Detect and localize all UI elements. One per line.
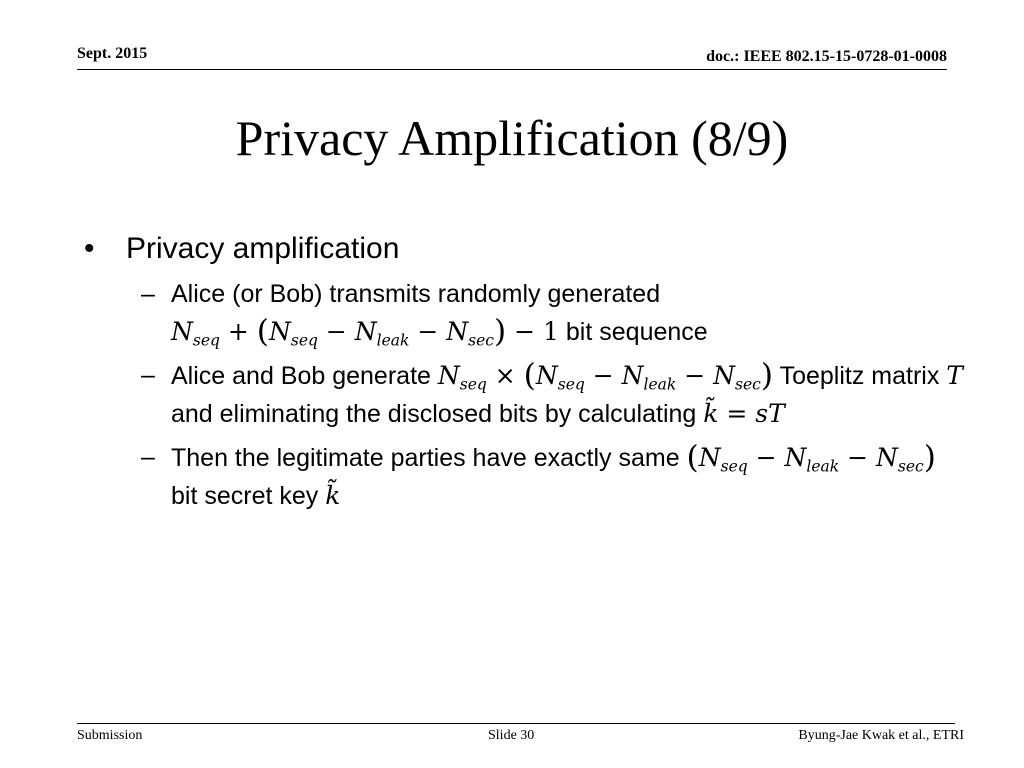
sub-bullet-3-text-a: Then the legitimate parties have exactly same: [171, 444, 680, 472]
sub-bullet-2-text-c: and eliminating the disclosed bits by calculating: [171, 400, 697, 428]
header-doc-id: doc.: IEEE 802.15-15-0728-01-0008: [706, 48, 947, 65]
footer-authors: Byung-Jae Kwak et al., ETRI: [798, 728, 964, 743]
footer-divider: [77, 723, 955, 724]
footer-slide-number: Slide 30: [488, 728, 535, 743]
footer-submission: Submission: [77, 728, 143, 743]
sub-bullet-2: [84, 357, 964, 433]
sub-bullet-2-text-b: Toeplitz matrix: [779, 362, 940, 390]
formula-secret-key: k̃: [325, 481, 341, 510]
bullet-text: Privacy amplification: [126, 232, 400, 265]
header-date: Sept. 2015: [77, 45, 148, 62]
formula-k-equals: k̃ = sT: [703, 399, 785, 428]
sub-bullet-3-text-b: bit secret key: [171, 482, 319, 510]
formula-matrix-size: $N_{seq} \times (N_{seq} - N_{leak} - N_{sec})$: [437, 357, 774, 394]
formula-bit-count: $N_{seq} + (N_{seq} - N_{leak} - N_{sec}) - 1$: [171, 313, 559, 350]
dash-marker: –: [141, 361, 155, 389]
slide-title: Privacy Amplification (8/9): [235, 110, 789, 166]
dash-marker: –: [141, 280, 155, 308]
header-divider: [77, 69, 947, 70]
sub-bullet-1: [84, 276, 964, 351]
dash-marker: –: [141, 443, 155, 471]
sub-bullet-2-text-a: Alice and Bob generate: [171, 362, 431, 390]
formula-matrix-T: T: [946, 361, 963, 390]
sub-bullet-3: [84, 439, 964, 515]
sub-bullet-1-text-a: Alice (or Bob) transmits randomly generated: [171, 280, 661, 308]
formula-key-length: $(N_{seq} - N_{leak} - N_{sec})$: [686, 439, 936, 476]
bullet-marker: •: [84, 232, 95, 265]
slide-body: [84, 228, 964, 515]
bullet-level1: [84, 228, 964, 270]
sub-bullet-1-text-b: bit sequence: [565, 318, 708, 346]
